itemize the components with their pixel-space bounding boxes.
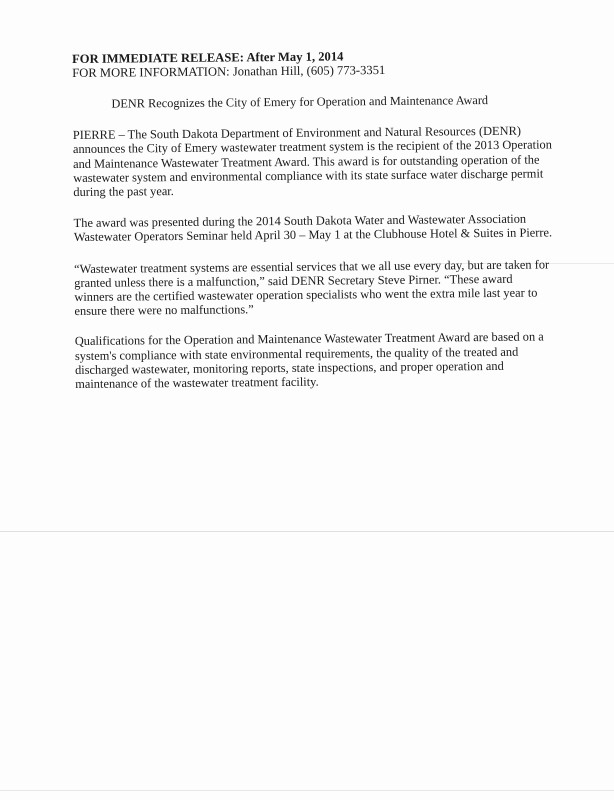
- release-date-header: FOR IMMEDIATE RELEASE: After May 1, 2014: [72, 49, 344, 66]
- text-line: maintenance of the wastewater treatment facility.: [75, 374, 319, 392]
- text-line: announces the City of Emery wastewater treatment system is the recipient of the 2013 Operation: [72, 137, 552, 157]
- scan-artifact-line: [0, 790, 614, 791]
- text-line: Wastewater Operators Seminar held April 30 – May 1 at the Clubhouse Hotel & Suites in Pierre.: [73, 225, 553, 245]
- text-line: during the past year.: [73, 184, 174, 200]
- text-line: ensure there were no malfunctions.”: [74, 302, 254, 319]
- paragraph-announcement: [73, 123, 574, 199]
- press-release: [72, 47, 575, 391]
- paragraph-qualifications: [75, 330, 576, 392]
- text-line: discharged wastewater, monitoring reports, state inspections, and proper operation and: [74, 358, 504, 377]
- text-line: The award was presented during the 2014 South Dakota Water and Wastewater Association: [73, 211, 527, 231]
- text-line: system's compliance with state environmental requirements, the quality of the treated and: [74, 344, 519, 363]
- paragraph-quote: [74, 257, 575, 319]
- text-line: and Maintenance Wastewater Treatment Award. This award is for outstanding operation of the: [73, 152, 540, 171]
- text-line: “Wastewater treatment systems are essential services that we all use every day, but are taken for: [74, 257, 550, 276]
- press-release-headline: DENR Recognizes the City of Emery for Operation and Maintenance Award: [111, 93, 489, 111]
- scan-artifact-line: [0, 531, 614, 532]
- contact-info: FOR MORE INFORMATION: Jonathan Hill, (605) 773-3351: [72, 62, 386, 80]
- text-line: granted unless there is a malfunction,” said DENR Secretary Steve Pirner. “These award: [74, 271, 513, 290]
- text-line: wastewater system and environmental compliance with its state surface water discharge permit: [73, 166, 544, 185]
- text-line: PIERRE – The South Dakota Department of Environment and Natural Resources (DENR): [72, 123, 522, 143]
- text-line: winners are the certified wastewater operation specialists who went the extra mile last year to: [74, 285, 538, 305]
- text-line: Qualifications for the Operation and Maintenance Wastewater Treatment Award are based on a: [74, 329, 544, 349]
- paragraph-award-presentation: [74, 211, 574, 244]
